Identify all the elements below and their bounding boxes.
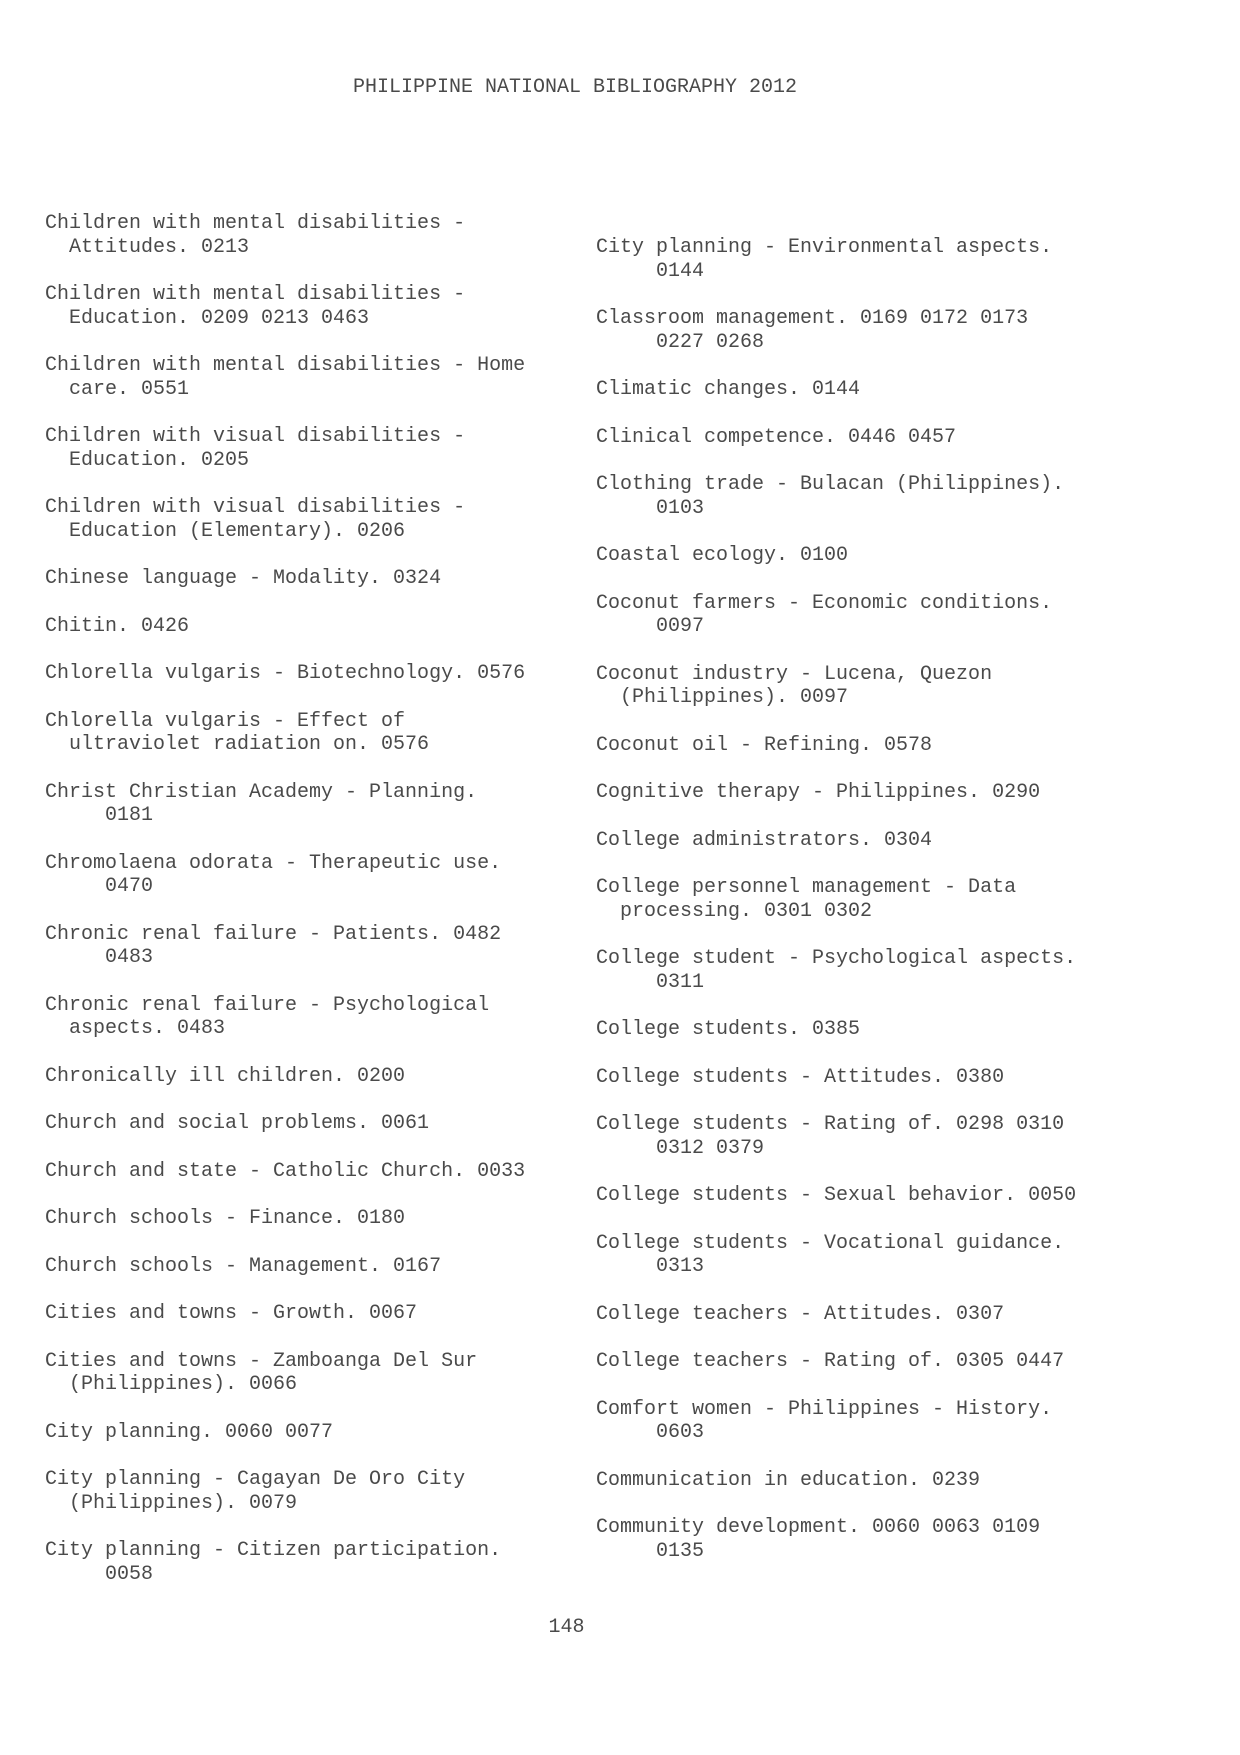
index-entry — [596, 1350, 1216, 1374]
index-entry-heading: Children with mental disabilities - — [45, 283, 466, 306]
index-entry-heading: Coconut industry - Lucena, Quezon — [596, 662, 993, 686]
index-entry-continuation: (Philippines). 0097 — [596, 686, 849, 709]
index-entry-continuation: 0135 — [596, 1539, 705, 1563]
index-entry-heading: Cities and towns - Zamboanga Del Sur — [45, 1349, 478, 1373]
index-entry — [596, 1113, 1216, 1160]
index-entry-heading: Church and state - Catholic Church. 0033 — [45, 1159, 526, 1183]
index-entry-continuation: 0603 — [596, 1421, 705, 1444]
index-entry-heading: Coconut farmers - Economic conditions. — [596, 591, 1053, 615]
index-entry-continuation: 0312 0379 — [596, 1136, 765, 1160]
index-entry — [45, 923, 585, 970]
index-entry — [45, 1468, 585, 1515]
index-entry-continuation: 0483 — [45, 946, 154, 969]
index-entry — [596, 829, 1216, 853]
index-entry-heading: Church schools - Management. 0167 — [45, 1254, 442, 1278]
index-entry-heading: City planning. 0060 0077 — [45, 1420, 334, 1444]
index-entry-continuation: Attitudes. 0213 — [45, 235, 250, 259]
index-entry-heading: Cities and towns - Growth. 0067 — [45, 1302, 418, 1325]
index-entry-heading: Children with visual disabilities - — [45, 425, 466, 448]
index-entry — [596, 1516, 1216, 1563]
index-entry-heading: City planning - Citizen participation. — [45, 1539, 502, 1562]
index-entry — [596, 473, 1216, 520]
index-entry-heading: Cognitive therapy - Philippines. 0290 — [596, 781, 1041, 804]
index-entry-heading: College teachers - Rating of. 0305 0447 — [596, 1350, 1065, 1373]
index-entry — [45, 1207, 585, 1231]
index-entry-continuation: 0311 — [596, 970, 705, 994]
index-entry-heading: Children with mental disabilities - — [45, 212, 466, 235]
index-entry-heading: Chlorella vulgaris - Effect of — [45, 709, 406, 733]
index-entry — [596, 592, 1216, 639]
index-entry — [596, 734, 1216, 758]
index-entry-heading: Children with mental disabilities - Home — [45, 354, 526, 377]
index-entry-heading: City planning - Cagayan De Oro City — [45, 1468, 466, 1491]
index-entry-continuation: 0181 — [45, 804, 154, 827]
index-entry-heading: College students - Vocational guidance. — [596, 1231, 1065, 1255]
index-entry — [596, 1398, 1216, 1445]
index-entry — [45, 1255, 585, 1279]
index-entry-heading: Chronic renal failure - Patients. 0482 — [45, 922, 502, 946]
index-entry — [45, 1065, 585, 1089]
index-entry — [45, 1302, 585, 1326]
index-entry — [596, 544, 1216, 568]
index-entry-heading: College personnel management - Data — [596, 876, 1017, 899]
index-entry-heading: Communication in education. 0239 — [596, 1468, 981, 1492]
index-entry — [596, 307, 1216, 354]
index-entry — [596, 1018, 1216, 1042]
index-entry — [596, 1303, 1216, 1327]
index-entry-heading: Chronically ill children. 0200 — [45, 1064, 406, 1088]
index-entry-heading: Classroom management. 0169 0172 0173 — [596, 307, 1029, 330]
index-entry-heading: Coconut oil - Refining. 0578 — [596, 733, 933, 757]
index-entry — [596, 663, 1216, 710]
index-entry — [45, 354, 585, 401]
index-entry-heading: City planning - Environmental aspects. — [596, 236, 1053, 259]
index-entry-continuation: Education. 0205 — [45, 448, 250, 472]
index-entry-continuation: Education (Elementary). 0206 — [45, 519, 406, 543]
index-entry — [596, 876, 1216, 923]
index-entry-heading: Clinical competence. 0446 0457 — [596, 425, 957, 449]
index-entry — [596, 1232, 1216, 1279]
page-number: 148 — [548, 1616, 585, 1639]
index-entry — [45, 662, 585, 686]
index-entry — [45, 1350, 585, 1397]
index-entry — [45, 615, 585, 639]
index-entry — [45, 567, 585, 591]
index-entry-heading: College administrators. 0304 — [596, 828, 933, 852]
index-entry-heading: Chronic renal failure - Psychological — [45, 993, 490, 1017]
index-entry-heading: Chromolaena odorata - Therapeutic use. — [45, 851, 502, 875]
index-entry — [45, 212, 585, 259]
index-entry — [45, 283, 585, 330]
index-entry-heading: Church schools - Finance. 0180 — [45, 1207, 406, 1230]
index-entry — [596, 947, 1216, 994]
left-index-column — [45, 212, 585, 1610]
index-entry-heading: Church and social problems. 0061 — [45, 1112, 430, 1135]
index-entry-heading: College students - Attitudes. 0380 — [596, 1065, 1005, 1089]
index-entry-heading: Children with visual disabilities - — [45, 496, 466, 519]
index-entry-continuation: aspects. 0483 — [45, 1017, 226, 1040]
index-entry-continuation: 0313 — [596, 1255, 705, 1278]
index-entry-heading: College teachers - Attitudes. 0307 — [596, 1302, 1005, 1326]
index-entry-heading: Coastal ecology. 0100 — [596, 544, 849, 567]
index-entry-heading: College student - Psychological aspects. — [596, 947, 1077, 970]
page-title: PHILIPPINE NATIONAL BIBLIOGRAPHY 2012 — [352, 76, 798, 99]
index-entry — [45, 1112, 585, 1136]
index-entry-heading: Chinese language - Modality. 0324 — [45, 567, 442, 590]
index-entry — [596, 426, 1216, 450]
index-entry-continuation: ultraviolet radiation on. 0576 — [45, 733, 430, 756]
index-entry — [45, 852, 585, 899]
index-entry — [45, 496, 585, 543]
index-entry-continuation: 0470 — [45, 875, 154, 898]
index-entry — [45, 1160, 585, 1184]
index-entry — [596, 781, 1216, 805]
index-entry-heading: College students - Rating of. 0298 0310 — [596, 1113, 1065, 1136]
index-entry — [596, 1184, 1216, 1208]
index-entry-heading: Clothing trade - Bulacan (Philippines). — [596, 473, 1065, 496]
index-entry-continuation: 0058 — [45, 1562, 154, 1586]
index-entry-heading: Chlorella vulgaris - Biotechnology. 0576 — [45, 662, 526, 685]
index-entry-continuation: (Philippines). 0079 — [45, 1491, 298, 1515]
index-entry — [596, 378, 1216, 402]
index-entry-continuation: care. 0551 — [45, 377, 190, 401]
index-entry-heading: Comfort women - Philippines - History. — [596, 1397, 1053, 1421]
index-entry-heading: Climatic changes. 0144 — [596, 378, 861, 401]
right-index-column — [596, 236, 1216, 1587]
index-entry-heading: Chitin. 0426 — [45, 614, 190, 638]
index-entry — [45, 425, 585, 472]
index-entry — [596, 1066, 1216, 1090]
index-entry — [45, 1421, 585, 1445]
index-entry-continuation: 0103 — [596, 496, 705, 520]
index-entry-heading: College students - Sexual behavior. 0050 — [596, 1184, 1077, 1207]
index-entry-continuation: 0227 0268 — [596, 330, 765, 354]
index-entry-continuation: 0097 — [596, 615, 705, 638]
index-entry — [596, 1469, 1216, 1493]
index-entry-continuation: Education. 0209 0213 0463 — [45, 306, 370, 330]
index-entry — [45, 710, 585, 757]
index-entry-heading: Community development. 0060 0063 0109 — [596, 1516, 1041, 1539]
index-entry-heading: College students. 0385 — [596, 1018, 861, 1041]
index-entry — [45, 994, 585, 1041]
index-entry — [45, 1539, 585, 1586]
index-entry-continuation: processing. 0301 0302 — [596, 899, 873, 923]
index-entry — [45, 781, 585, 828]
index-entry-heading: Christ Christian Academy - Planning. — [45, 780, 478, 804]
index-entry — [596, 236, 1216, 283]
index-entry-continuation: (Philippines). 0066 — [45, 1373, 298, 1396]
index-entry-continuation: 0144 — [596, 259, 705, 283]
